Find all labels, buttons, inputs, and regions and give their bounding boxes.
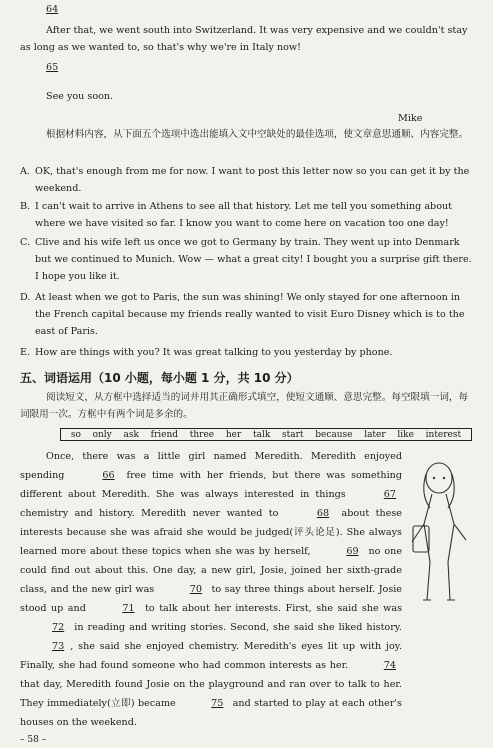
option-label: D. <box>20 292 31 303</box>
word-box-item: start <box>282 430 304 440</box>
word-box-item: because <box>315 430 353 440</box>
word-box-item: like <box>397 430 414 440</box>
word-box-item: later <box>364 430 386 440</box>
passage-text: to say three things about herself. Josie stood up and <box>20 584 402 614</box>
passage-text: and started to play at each other's houses on the weekend. <box>20 698 402 728</box>
blank-67: 67 <box>383 489 396 500</box>
passage-text: that day, Meredith found Josie on the playground and ran over to talk to her. They immediately(立即) became <box>20 679 402 709</box>
section-instruction: 阅读短文，从方框中选择适当的词并用其正确形式填空，使短文通顺、意思完整。每空限填一词，每词限用一次。方框中有两个词是多余的。 <box>20 392 469 420</box>
instruction-text: 根据材料内容，从下面五个选项中选出能填入文中空缺处的最佳选项，使文章意思通顺、内容完整。 <box>46 129 469 140</box>
blank-68: 68 <box>316 508 330 519</box>
word-box-item: interest <box>425 430 462 440</box>
blank-70: 70 <box>189 584 202 595</box>
option-text: I can't wait to arrive in Athens to see all that history. Let me tell you something about where we have visited so far. I know you want to come here on vacation too one day! <box>35 201 453 229</box>
page-number: – 58 – <box>20 735 47 745</box>
option-text: Clive and his wife left us once we got to Germany by train. They went up into Denmark but we continued to Munich. Wow — what a great city! I bought you a surprise gift there. I hope you like it. <box>35 237 472 282</box>
blank-71: 71 <box>122 603 135 614</box>
option-text: How are things with you? It was great talking to you yesterday by phone. <box>35 347 393 358</box>
option-e <box>20 344 476 361</box>
word-box-item: only <box>92 430 112 440</box>
passage-text: in reading and writing stories. Second, she said she liked history. <box>70 622 402 633</box>
option-text: OK, that's enough from me for now. I want to post this letter now so you can get it by the weekend. <box>35 166 470 194</box>
option-text: At least when we got to Paris, the sun was shining! We only stayed for one afternoon in the French capital because my friends really wanted to visit Euro Disney which is to the east of Paris. <box>35 292 465 337</box>
passage-text: , she said she enjoyed chemistry. Meredith's eyes lit up with joy. Finally, she had found someone who had common interests as her. <box>20 641 402 671</box>
word-box-item: her <box>225 430 242 440</box>
option-label: B. <box>20 201 31 212</box>
word-box <box>60 428 472 441</box>
passage-text: no one could find out about this. One day, a new girl, Josie, joined her sixth-grade class, and the new girl was <box>20 546 402 595</box>
option-b <box>20 198 476 232</box>
blank-64: 64 <box>46 4 59 15</box>
option-c <box>20 234 476 285</box>
blank-75: 75 <box>211 698 224 709</box>
passage-text: free time with her friends, but there was something different about Meredith. She was always interested in things <box>20 470 402 500</box>
option-a <box>20 163 476 197</box>
blank-73: 73 <box>52 641 65 652</box>
section-title: 五、词语运用（10 小题，每小题 1 分，共 10 分） <box>20 371 299 385</box>
option-label: C. <box>20 237 31 248</box>
option-label: A. <box>20 166 30 177</box>
cloze-passage <box>20 447 402 732</box>
option-label: E. <box>20 347 31 358</box>
word-box-item: three <box>189 430 215 440</box>
passage-text: about these interests because she was afraid she would be judged(评头论足). She always learned more about these topics when she was by herself, <box>20 508 402 557</box>
paragraph-64: After that, we went south into Switzerland. It was very expensive and we couldn't stay as long as we wanted to, so that's why we're in Italy now! <box>20 25 468 53</box>
blank-74: 74 <box>383 660 396 671</box>
word-box-item: talk <box>252 430 271 440</box>
signature: Mike <box>398 113 423 124</box>
blank-69: 69 <box>346 546 359 557</box>
word-box-item: so <box>70 430 81 440</box>
blank-72: 72 <box>52 622 65 633</box>
blank-65: 65 <box>46 62 59 73</box>
passage-text: Once, there was a little girl named Meredith. Meredith enjoyed spending <box>20 451 402 481</box>
closing-line: See you soon. <box>46 91 114 102</box>
word-box-item: friend <box>150 430 179 440</box>
passage-text: to talk about her interests. First, she said she was <box>140 603 402 614</box>
girl-illustration <box>405 456 477 606</box>
blank-66: 66 <box>102 470 115 481</box>
passage-text: chemistry and history. Meredith never wanted to <box>20 508 285 519</box>
option-d <box>20 289 476 340</box>
word-box-item: ask <box>123 430 139 440</box>
